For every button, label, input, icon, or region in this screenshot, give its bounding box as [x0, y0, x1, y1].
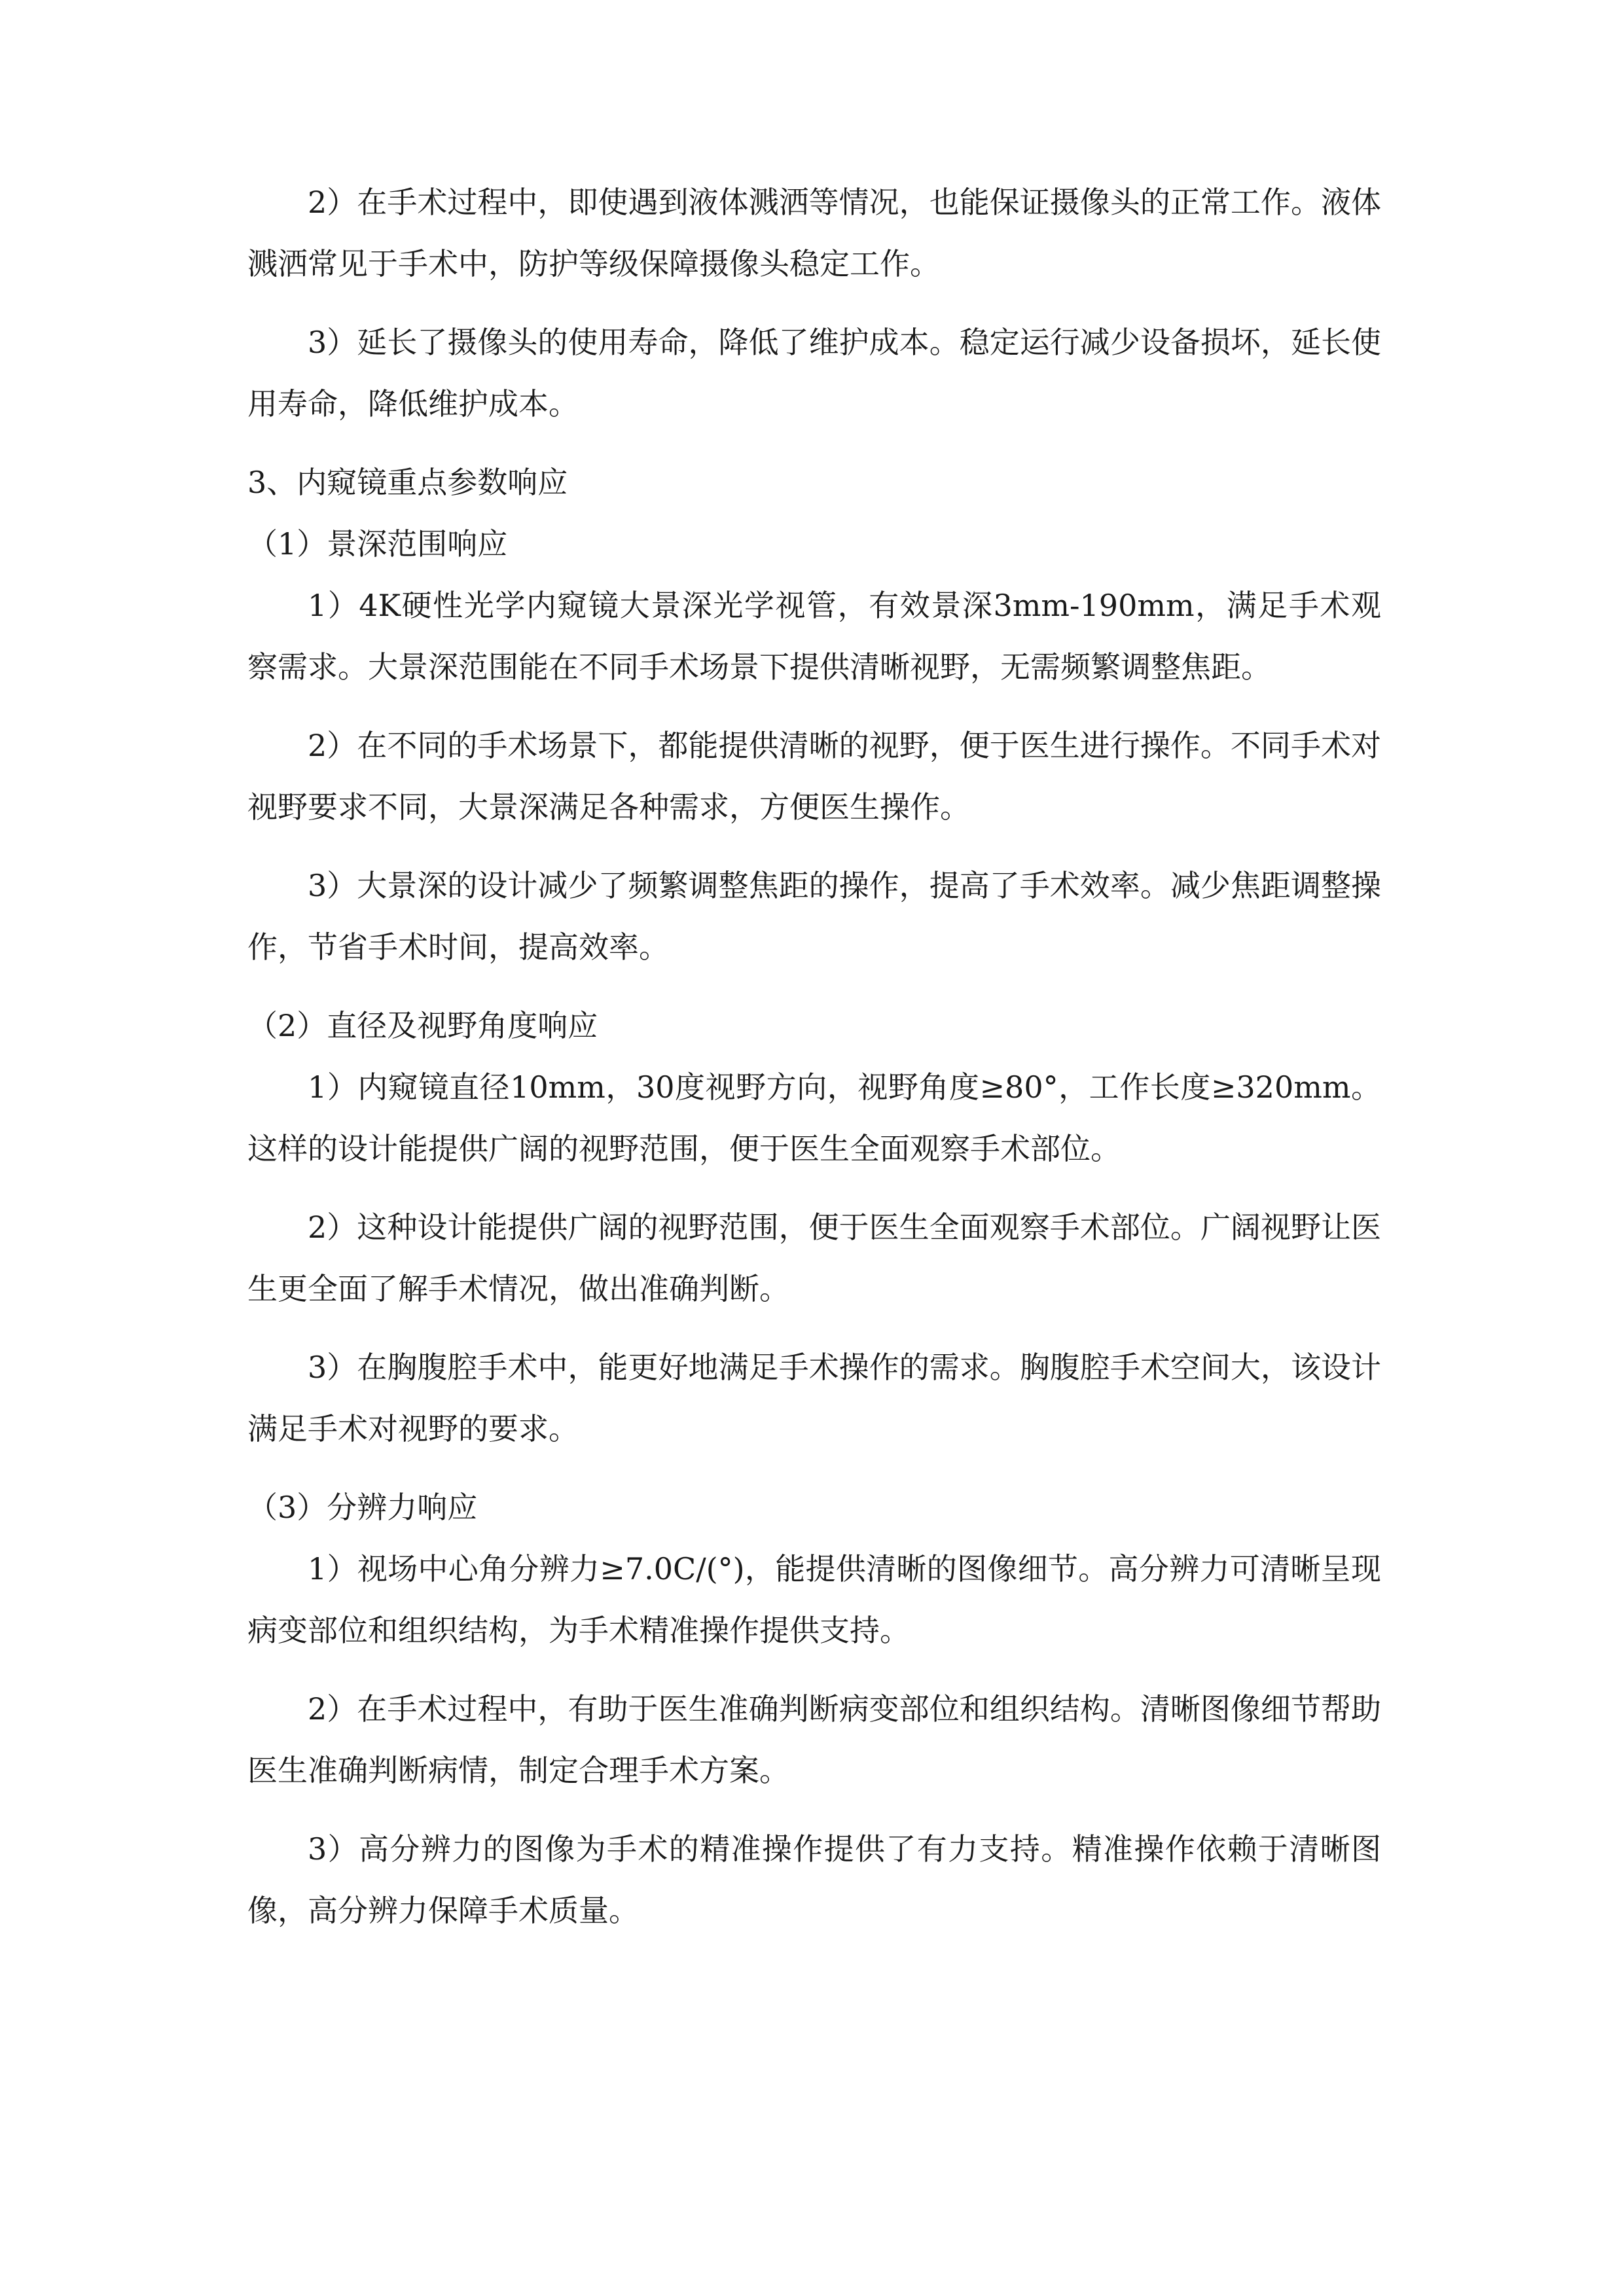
para-fov-1: 1）内窥镜直径10mm，30度视野方向，视野角度≥80°，工作长度≥320mm。这样的设计能提供广阔的视野范围，便于医生全面观察手术部位。 [247, 1069, 1381, 1166]
section-heading-endoscope: 3、内窥镜重点参数响应 [247, 465, 568, 500]
subheading-diameter-fov: （2）直径及视野角度响应 [247, 1008, 598, 1043]
para-res-3: 3）高分辨力的图像为手术的精准操作提供了有力支持。精准操作依赖于清晰图像，高分辨力保障手术质量。 [247, 1831, 1381, 1928]
para-camera-2: 2）在手术过程中，即使遇到液体溅洒等情况，也能保证摄像头的正常工作。液体溅洒常见于手术中，防护等级保障摄像头稳定工作。 [247, 185, 1381, 281]
para-dof-2: 2）在不同的手术场景下，都能提供清晰的视野，便于医生进行操作。不同手术对视野要求不同，大景深满足各种需求，方便医生操作。 [247, 728, 1381, 825]
para-fov-2: 2）这种设计能提供广阔的视野范围，便于医生全面观察手术部位。广阔视野让医生更全面了解手术情况，做出准确判断。 [247, 1210, 1381, 1306]
para-dof-1: 1）4K硬性光学内窥镜大景深光学视管，有效景深3mm-190mm，满足手术观察需求。大景深范围能在不同手术场景下提供清晰视野，无需频繁调整焦距。 [247, 588, 1381, 685]
document-page [247, 171, 1381, 1958]
para-res-1: 1）视场中心角分辨力≥7.0C/(°)，能提供清晰的图像细节。高分辨力可清晰呈现病变部位和组织结构，为手术精准操作提供支持。 [247, 1551, 1381, 1648]
subheading-depth-of-field: （1）景深范围响应 [247, 526, 508, 562]
para-dof-3: 3）大景深的设计减少了频繁调整焦距的操作，提高了手术效率。减少焦距调整操作，节省手术时间，提高效率。 [247, 868, 1381, 965]
para-camera-3: 3）延长了摄像头的使用寿命，降低了维护成本。稳定运行减少设备损坏，延长使用寿命，降低维护成本。 [247, 325, 1381, 422]
para-fov-3: 3）在胸腹腔手术中，能更好地满足手术操作的需求。胸腹腔手术空间大，该设计满足手术对视野的要求。 [247, 1350, 1381, 1446]
para-res-2: 2）在手术过程中，有助于医生准确判断病变部位和组织结构。清晰图像细节帮助医生准确判断病情，制定合理手术方案。 [247, 1691, 1381, 1788]
subheading-resolution: （3）分辨力响应 [247, 1490, 478, 1525]
